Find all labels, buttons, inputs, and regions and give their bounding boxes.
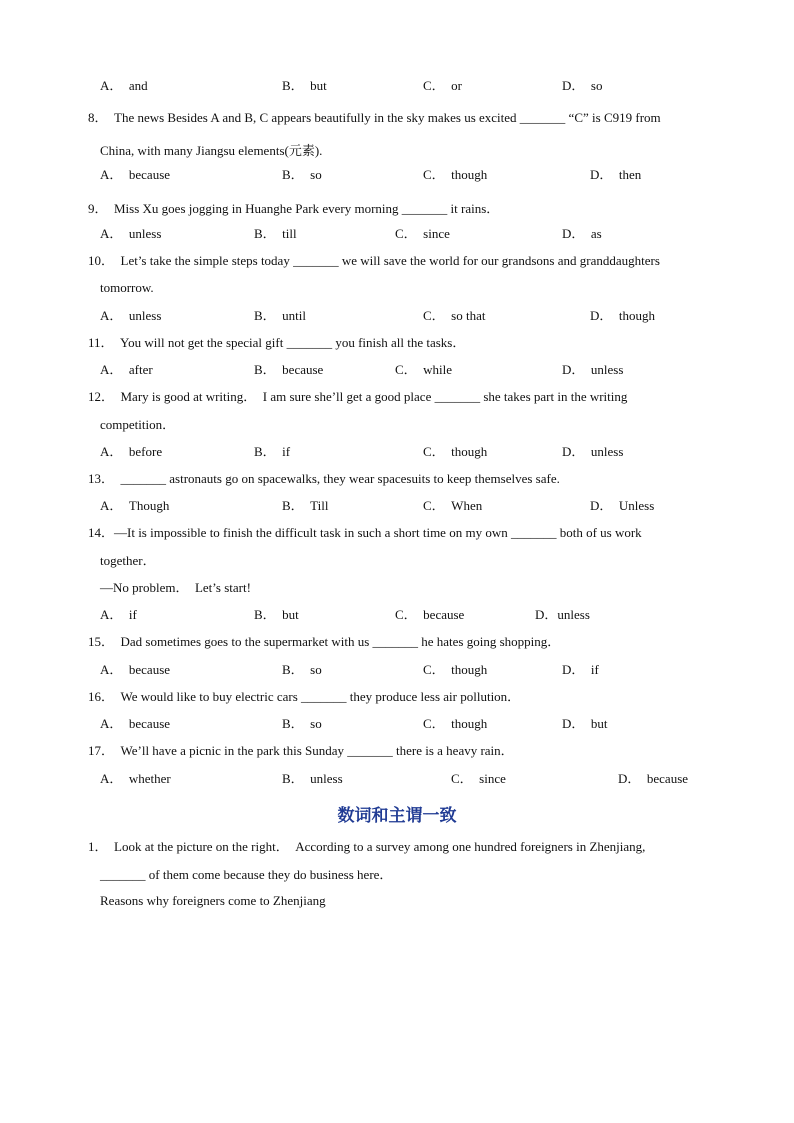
q11-option-c: C． while <box>395 362 453 377</box>
q9-option-b: B． till <box>254 226 297 241</box>
q9-option-a: A． unless <box>100 226 162 241</box>
q10-option-a: A． unless <box>100 308 162 323</box>
q14-option-a: A． if <box>100 607 137 622</box>
q12-option-a: A． before <box>100 444 163 459</box>
s1-chart-caption: Reasons why foreigners come to Zhenjiang <box>100 893 326 908</box>
q14-stem-line3: —No problem． Let’s start! <box>100 580 251 595</box>
q14-option-c: C． because <box>395 607 465 622</box>
q17-option-a: A． whether <box>100 771 171 786</box>
q8-option-b: B． so <box>282 167 322 182</box>
q11-option-a: A． after <box>100 362 153 377</box>
q15-option-d: D． if <box>562 662 599 677</box>
q13-option-d: D． Unless <box>590 498 655 513</box>
q15-stem: 15． Dad sometimes goes to the supermarket with us _______ he hates going shopping． <box>88 634 561 649</box>
q9-stem: 9． Miss Xu goes jogging in Huanghe Park every morning _______ it rains． <box>88 201 500 216</box>
section-heading: 数词和主谓一致 <box>337 806 457 826</box>
q17-option-c: C． since <box>451 771 506 786</box>
q8-stem-line1: 8． The news Besides A and B, C appears beautifully in the sky makes us excited _______ “C” is C919 from <box>88 110 661 125</box>
q10-option-d: D． though <box>590 308 656 323</box>
q13-option-a: A． Though <box>100 498 170 513</box>
q12-stem-line1: 12． Mary is good at writing． I am sure she’ll get a good place _______ she takes part in the writing <box>88 389 628 404</box>
q16-option-b: B． so <box>282 716 322 731</box>
q12-stem-line2: competition． <box>100 417 176 432</box>
q16-option-a: A． because <box>100 716 171 731</box>
q9-option-d: D． as <box>562 226 602 241</box>
q10-option-c: C． so that <box>423 308 486 323</box>
q8-stem-line2: China, with many Jiangsu elements(元素). <box>100 143 323 158</box>
q12-option-b: B． if <box>254 444 291 459</box>
q13-option-b: B． Till <box>282 498 329 513</box>
q16-stem: 16． We would like to buy electric cars _______ they produce less air pollution． <box>88 689 521 704</box>
q8-option-c: C． though <box>423 167 488 182</box>
q14-option-d: D．unless <box>535 607 590 622</box>
q8-option-a: A． because <box>100 167 171 182</box>
q10-stem-line2: tomorrow. <box>100 280 154 295</box>
q7-option-d: D． so <box>562 78 603 93</box>
q10-stem-line1: 10． Let’s take the simple steps today _______ we will save the world for our grandsons and granddaughters <box>88 253 660 268</box>
q17-option-b: B． unless <box>282 771 343 786</box>
q14-option-b: B． but <box>254 607 299 622</box>
q7-option-b: B． but <box>282 78 327 93</box>
q13-option-c: C． When <box>423 498 483 513</box>
q12-option-d: D． unless <box>562 444 624 459</box>
s1-stem-line2: _______ of them come because they do business here． <box>100 867 393 882</box>
q15-option-a: A． because <box>100 662 171 677</box>
q17-option-d: D． because <box>618 771 689 786</box>
q7-option-a: A． and <box>100 78 148 93</box>
q17-stem: 17． We’ll have a picnic in the park this Sunday _______ there is a heavy rain． <box>88 743 514 758</box>
q12-option-c: C． though <box>423 444 488 459</box>
s1-stem-line1: 1． Look at the picture on the right． According to a survey among one hundred foreigners in Zhenjiang, <box>88 839 646 854</box>
q11-stem: 11． You will not get the special gift _______ you finish all the tasks． <box>88 335 466 350</box>
q15-option-b: B． so <box>282 662 322 677</box>
q11-option-d: D． unless <box>562 362 624 377</box>
q8-option-d: D． then <box>590 167 642 182</box>
q14-stem-line2: together． <box>100 553 156 568</box>
q7-option-c: C． or <box>423 78 463 93</box>
q14-stem-line1: 14．—It is impossible to finish the difficult task in such a short time on my own _______ both of us work <box>88 525 642 540</box>
q16-option-d: D． but <box>562 716 608 731</box>
q9-option-c: C． since <box>395 226 450 241</box>
q16-option-c: C． though <box>423 716 488 731</box>
q10-option-b: B． until <box>254 308 307 323</box>
q11-option-b: B． because <box>254 362 324 377</box>
q13-stem: 13． _______ astronauts go on spacewalks, they wear spacesuits to keep themselves safe. <box>88 471 560 486</box>
q15-option-c: C． though <box>423 662 488 677</box>
